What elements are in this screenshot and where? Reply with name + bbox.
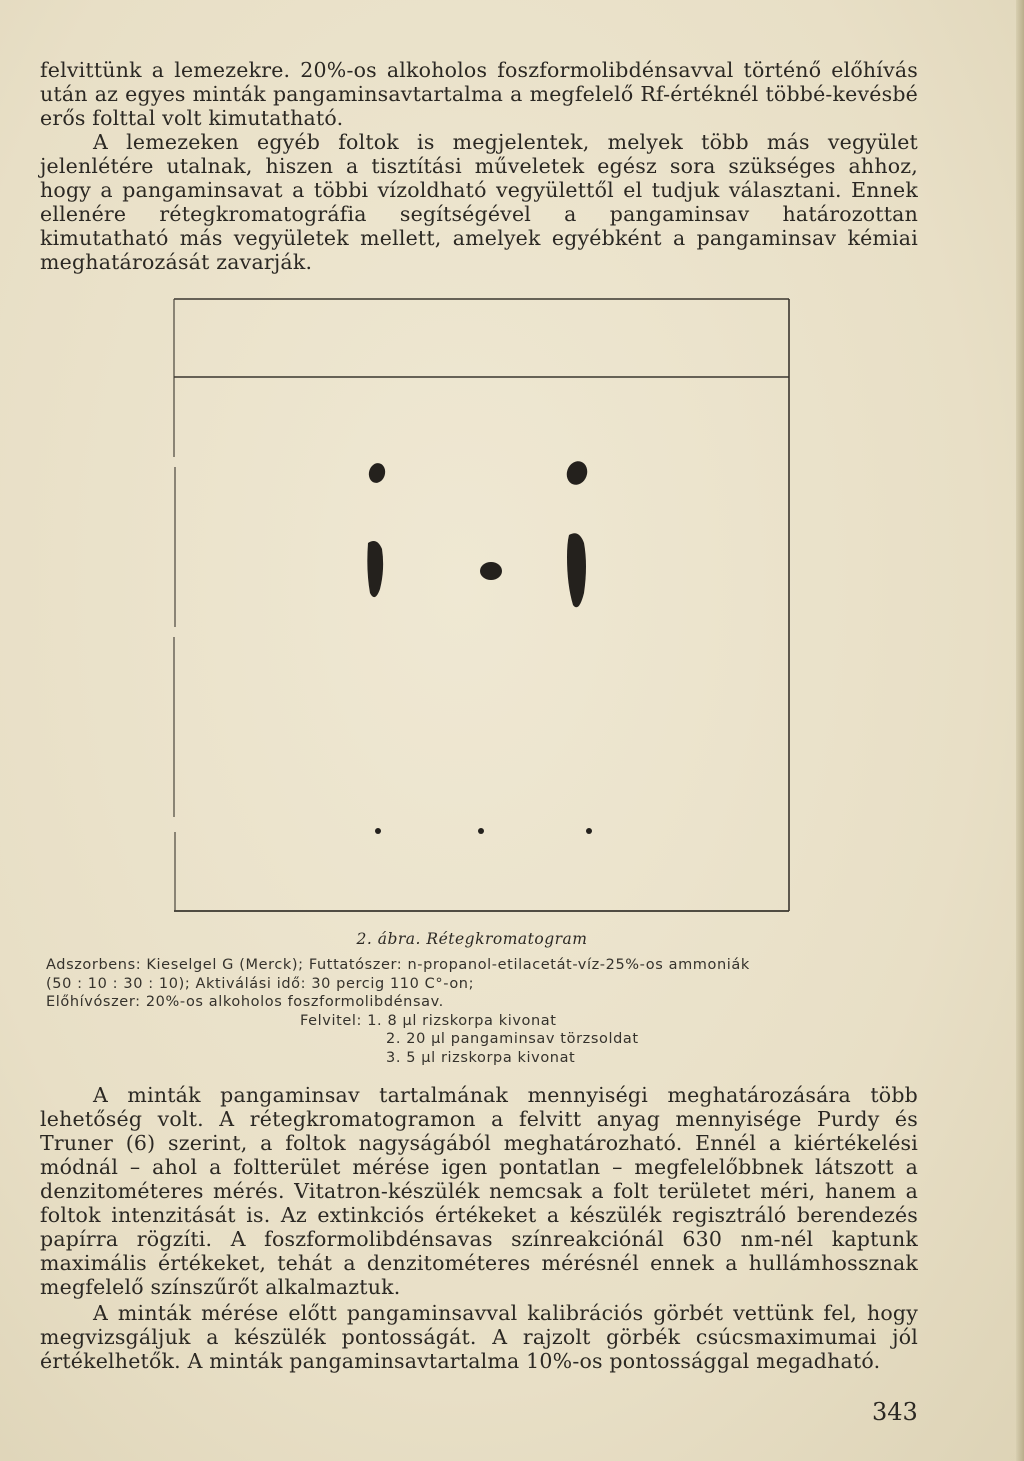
- legend-developer: Előhívószer: 20%-os alkoholos foszformolibdénsav.: [46, 994, 444, 1011]
- page-number: 343: [872, 1398, 918, 1426]
- legend-application-2: 2. 20 µl pangaminsav törzsoldat: [386, 1031, 639, 1048]
- application-point-3: [586, 828, 592, 834]
- figure-legend: [46, 956, 926, 1068]
- legend-application-3: 3. 5 µl rizskorpa kivonat: [386, 1049, 576, 1066]
- spot-lane1-main: [367, 541, 383, 597]
- paragraph-other-spots: A lemezeken egyéb foltok is megjelentek, melyek több más vegyület jelenlétére utalnak, hiszen a tisztítási műveletek egész sora szükséges ahhoz, hogy a pangaminsavat a többi vízoldható vegyülettől el tudjuk választani. Ennek ellenére rétegkromatográfia segítségével a pangaminsav határozottan kimutatható más vegyületek mellett, amelyek egyébként a pangaminsav kémiai meghatározását zavarják.: [40, 130, 918, 274]
- application-point-2: [478, 828, 484, 834]
- thin-layer-chromatogram: [171, 297, 791, 913]
- figure-caption: 2. ábra. Rétegkromatogram: [356, 930, 588, 948]
- paragraph-quantification: A minták pangaminsav tartalmának mennyiségi meghatározására több lehetőség volt. A rétegkromatogramon a felvitt anyag mennyisége Purdy és Truner (6) szerint, a foltok nagyságából meghatározható. Ennél a kiértékelési módnál – ahol a foltterület mérése igen pontatlan – megfelelőbbnek látszott a denzitométeres mérés. Vitatron-készülék nemcsak a folt területet méri, hanem a foltok intenzitását is. Az extinkciós értékeket a készülék regisztráló berendezés papírra rögzíti. A foszformolibdénsavas színreakciónál 630 nm-nél kaptunk maximális értékeket, tehát a denzitométeres mérésnél ennek a hullámhossznak megfelelő színszűrőt alkalmaztuk.: [40, 1083, 918, 1299]
- legend-ratio: (50 : 10 : 30 : 10); Aktiválási idő: 30 percig 110 C°-on;: [46, 975, 475, 992]
- page-edge-shadow: [1016, 0, 1024, 1461]
- paragraph-calibration: A minták mérése előtt pangaminsavval kalibrációs görbét vettünk fel, hogy megvizsgáljuk a készülék pontosságát. A rajzolt görbék csúcsmaximumai jól értékelhetők. A minták pangaminsavtartalma 10%-os pontossággal megadható.: [40, 1301, 918, 1373]
- paragraph-intro: felvittünk a lemezekre. 20%-os alkoholos foszformolibdénsavval történő előhívás után az egyes minták pangaminsavtartalma a megfelelő Rf-értéknél többé-kevésbé erős folttal volt kimutatható.: [40, 58, 918, 130]
- plate-left-edge: [174, 299, 175, 911]
- legend-application-1: Felvitel: 1. 8 µl rizskorpa kivonat: [300, 1012, 557, 1029]
- spot-lane3-main: [567, 533, 586, 607]
- spot-lane2-main: [480, 562, 502, 580]
- application-point-1: [375, 828, 381, 834]
- spot-lane3-upper: [563, 458, 590, 487]
- legend-adsorbent: Adszorbens: Kieselgel G (Merck); Futtatószer: n-propanol-etilacetát-víz-25%-os ammoniák: [46, 957, 750, 973]
- spot-lane1-upper: [367, 461, 388, 484]
